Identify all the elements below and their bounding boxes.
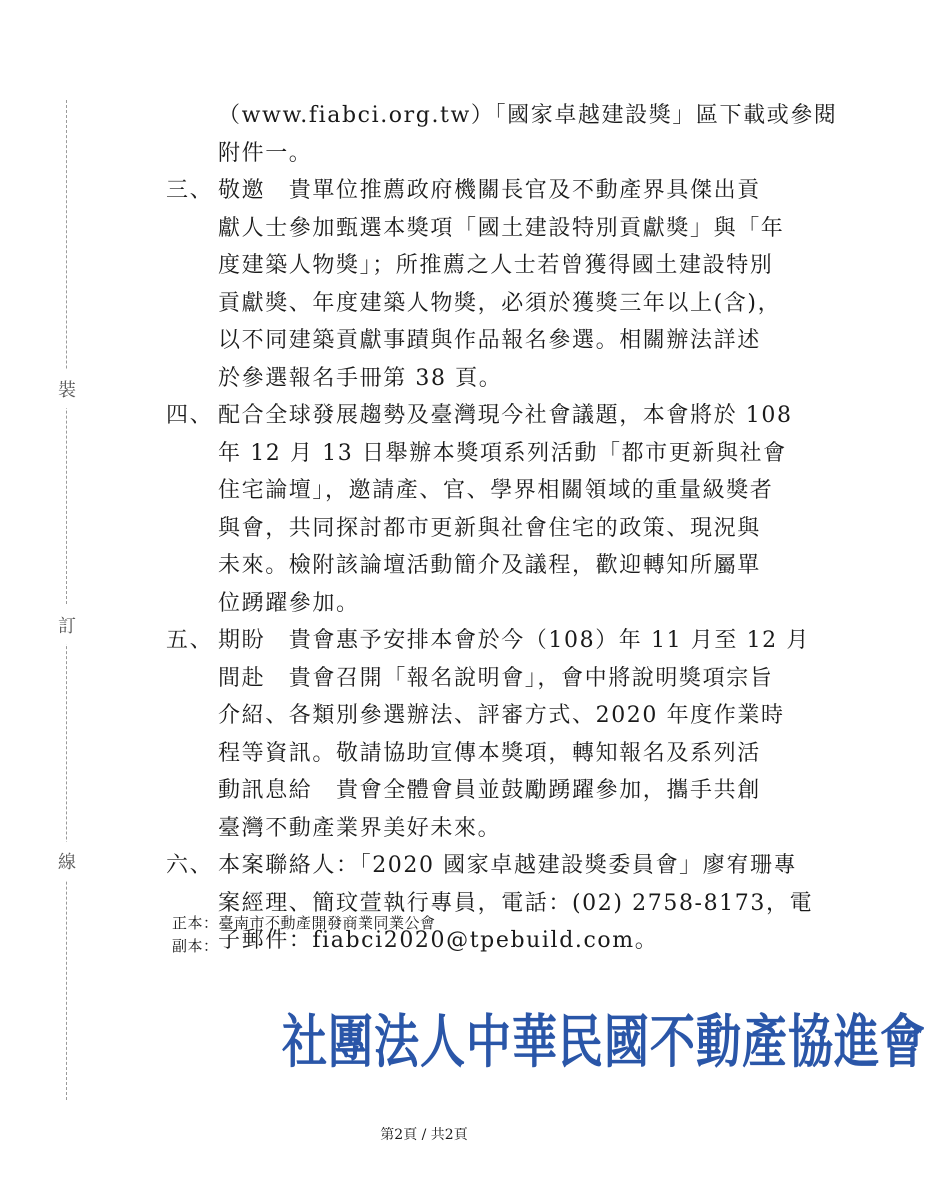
text-line: 以不同建築貢獻事蹟與作品報名參選。相關辦法詳述 bbox=[218, 328, 761, 353]
text-line: 貢獻獎、年度建築人物獎，必須於獲獎三年以上(含)， bbox=[218, 290, 782, 316]
text-line: 獻人士參加甄選本獎項「國土建設特別貢獻獎」與「年 bbox=[218, 215, 785, 241]
paragraph-item-6 bbox=[166, 847, 814, 960]
recipient-copy: 副本： bbox=[172, 937, 219, 955]
text-line: 附件一。 bbox=[218, 140, 313, 166]
paragraph-website bbox=[166, 97, 838, 172]
text-line: 臺灣不動產業界美好未來。 bbox=[218, 815, 502, 841]
paragraph-item-3 bbox=[166, 172, 785, 397]
text-line: 年 12 月 13 日舉辦本獎項系列活動「都市更新與社會 bbox=[218, 440, 787, 466]
binding-mark-xian: 線 bbox=[55, 842, 79, 880]
text-line: 敬邀 貴單位推薦政府機關長官及不動產界具傑出貢 bbox=[218, 178, 761, 203]
text-line: 動訊息給 貴會全體會員並鼓勵踴躍參加，攜手共創 bbox=[218, 778, 761, 803]
text-line: 度建築人物獎」；所推薦之人士若曾獲得國土建設特別 bbox=[218, 253, 774, 278]
binding-mark-ding: 訂 bbox=[55, 606, 79, 644]
binding-line bbox=[66, 100, 67, 1100]
text-line: 子郵件：fiabci2020@tpebuild.com。 bbox=[218, 928, 659, 953]
text-line: 位踴躍參加。 bbox=[218, 590, 360, 616]
text-line: 間赴 貴會召開「報名說明會」，會中將說明獎項宗旨 bbox=[218, 665, 774, 691]
text-line: 介紹、各類別參選辦法、評審方式、2020 年度作業時 bbox=[218, 703, 785, 728]
text-line: 住宅論壇」，邀請產、官、學界相關領域的重量級獎者 bbox=[218, 478, 774, 503]
text-line: （www.fiabci.org.tw）「國家卓越建設獎」區下載或參閱 bbox=[218, 103, 838, 128]
text-line: 本案聯絡人：「2020 國家卓越建設獎委員會」廖宥珊專 bbox=[218, 853, 798, 878]
item-number: 四、 bbox=[166, 403, 214, 428]
paragraph-item-4 bbox=[166, 397, 793, 622]
page-number: 第2頁 / 共2頁 bbox=[380, 1127, 468, 1143]
item-number: 六、 bbox=[166, 853, 214, 878]
text-line: 與會，共同探討都市更新與社會住宅的政策、現況與 bbox=[218, 515, 761, 541]
binding-mark-zhuang: 裝 bbox=[55, 370, 79, 408]
text-line: 配合全球發展趨勢及臺灣現今社會議題，本會將於 108 bbox=[218, 403, 793, 428]
text-line: 程等資訊。敬請協助宣傳本獎項，轉知報名及系列活 bbox=[218, 740, 761, 766]
organization-seal: 社團法人中華民國不動產協進會 bbox=[282, 1007, 926, 1076]
text-line: 於參選報名手冊第 38 頁。 bbox=[218, 365, 503, 391]
item-number: 五、 bbox=[166, 628, 214, 653]
text-line: 期盼 貴會惠予安排本會於今（108）年 11 月至 12 月 bbox=[218, 628, 810, 653]
item-number: 三、 bbox=[166, 178, 214, 203]
recipient-main: 正本：臺南市不動產開發商業同業公會 bbox=[172, 914, 436, 932]
paragraph-item-5 bbox=[166, 622, 810, 847]
document-body bbox=[166, 97, 838, 960]
text-line: 未來。檢附該論壇活動簡介及議程，歡迎轉知所屬單 bbox=[218, 553, 761, 578]
text-line: 案經理、簡玟萱執行專員，電話：(02) 2758-8173，電 bbox=[218, 890, 814, 916]
